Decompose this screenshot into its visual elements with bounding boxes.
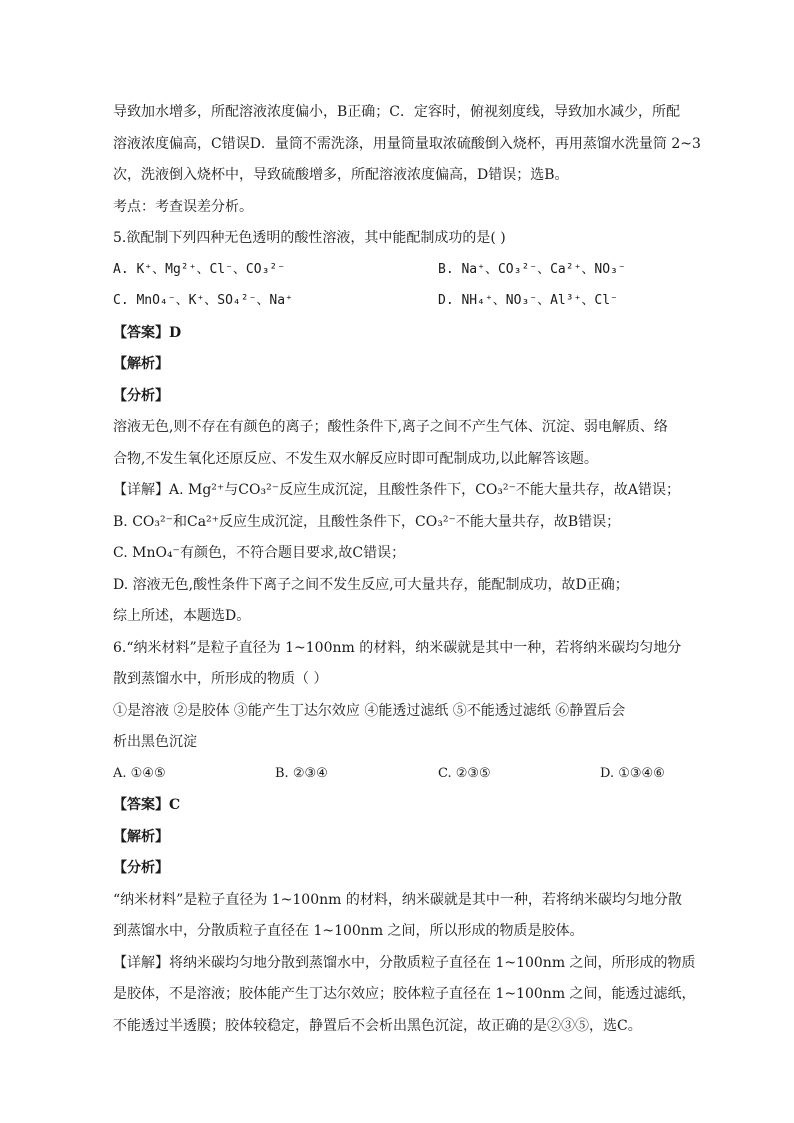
question-5-stem: 5.欲配制下列四种无色透明的酸性溶液，其中能配制成功的是( ) [113, 230, 506, 246]
text-line: 溶液浓度偏高，C错误D．量筒不需洗涤，用量筒量取浓硫酸倒入烧杯，再用蒸馏水洗量筒 2~3 [113, 136, 701, 152]
text-line: 次，洗液倒入烧杯中，导致硫酸增多，所配溶液浓度偏高，D错误；选B。 [113, 167, 569, 183]
detail-line: C. MnO₄⁻有颜色，不符合题目要求,故C错误； [113, 545, 406, 561]
analysis-label: 【解析】 [113, 829, 169, 845]
question-6-statements: ①是溶液 ②是胶体 ③能产生丁达尔效应 ④能透过滤纸 ⑤不能透过滤纸 ⑥静置后会 [113, 703, 626, 719]
question-6-stem: 6.“纳米材料”是粒子直径为 1~100nm 的材料，纳米碳就是其中一种，若将纳米碳均匀地分 [113, 640, 682, 656]
question-6-option-b: B. ②③④ [275, 766, 328, 781]
detail-line: 是胶体，不是溶液；胶体能产生丁达尔效应；胶体粒子直径在 1~100nm 之间，能透过滤纸， [113, 986, 696, 1002]
text-line: 合物,不发生氧化还原反应、不发生双水解反应时即可配制成功,以此解答该题。 [113, 451, 598, 467]
text-line: “纳米材料”是粒子直径为 1~100nm 的材料，纳米碳就是其中一种，若将纳米碳均匀地分散 [113, 892, 682, 908]
detail-line: 【详解】A. Mg²⁺与CO₃²⁻反应生成沉淀，且酸性条件下，CO₃²⁻不能大量共存，故A错误； [113, 482, 681, 498]
text-line: 溶液无色,则不存在有颜色的离子；酸性条件下,离子之间不产生气体、沉淀、弱电解质、络 [113, 419, 668, 435]
question-6-option-c: C. ②③⑤ [438, 766, 491, 781]
question-6-option-a: A. ①④⑤ [113, 766, 166, 781]
answer-label: 【答案】D [113, 325, 182, 341]
question-5-option-b: B. Na⁺、CO₃²⁻、Ca²⁺、NO₃⁻ [438, 262, 626, 277]
detail-line: 不能透过半透膜；胶体较稳定，静置后不会析出黑色沉淀，故正确的是②③⑤，选C。 [113, 1018, 642, 1034]
question-5-option-c: C. MnO₄⁻、K⁺、SO₄²⁻、Na⁺ [113, 293, 293, 308]
question-5-option-d: D. NH₄⁺、NO₃⁻、Al³⁺、Cl⁻ [438, 293, 618, 308]
fenxi-label: 【分析】 [113, 860, 169, 876]
detail-line: D. 溶液无色,酸性条件下离子之间不发生反应,可大量共存，能配制成功，故D正确； [113, 577, 629, 593]
detail-line: B. CO₃²⁻和Ca²⁺反应生成沉淀，且酸性条件下，CO₃²⁻不能大量共存，故B错误； [113, 514, 621, 530]
question-5-option-a: A. K⁺、Mg²⁺、Cl⁻、CO₃²⁻ [113, 262, 286, 277]
fenxi-label: 【分析】 [113, 388, 169, 404]
answer-label: 【答案】C [113, 797, 181, 813]
analysis-label: 【解析】 [113, 356, 169, 372]
detail-line: 【详解】将纳米碳均匀地分散到蒸馏水中，分散质粒子直径在 1~100nm 之间，所形成的物质 [113, 955, 696, 971]
question-6-stem: 散到蒸馏水中，所形成的物质（ ） [113, 671, 328, 687]
text-line: 导致加水增多，所配溶液浓度偏小，B正确；C．定容时，俯视刻度线，导致加水减少，所配 [113, 104, 680, 120]
detail-line: 综上所述，本题选D。 [113, 608, 251, 624]
text-line: 考点：考查误差分析。 [113, 199, 253, 215]
question-6-option-d: D. ①③④⑥ [600, 766, 665, 781]
text-line: 到蒸馏水中，分散质粒子直径在 1~100nm 之间，所以形成的物质是胶体。 [113, 923, 584, 939]
question-6-statements: 析出黑色沉淀 [113, 734, 197, 750]
